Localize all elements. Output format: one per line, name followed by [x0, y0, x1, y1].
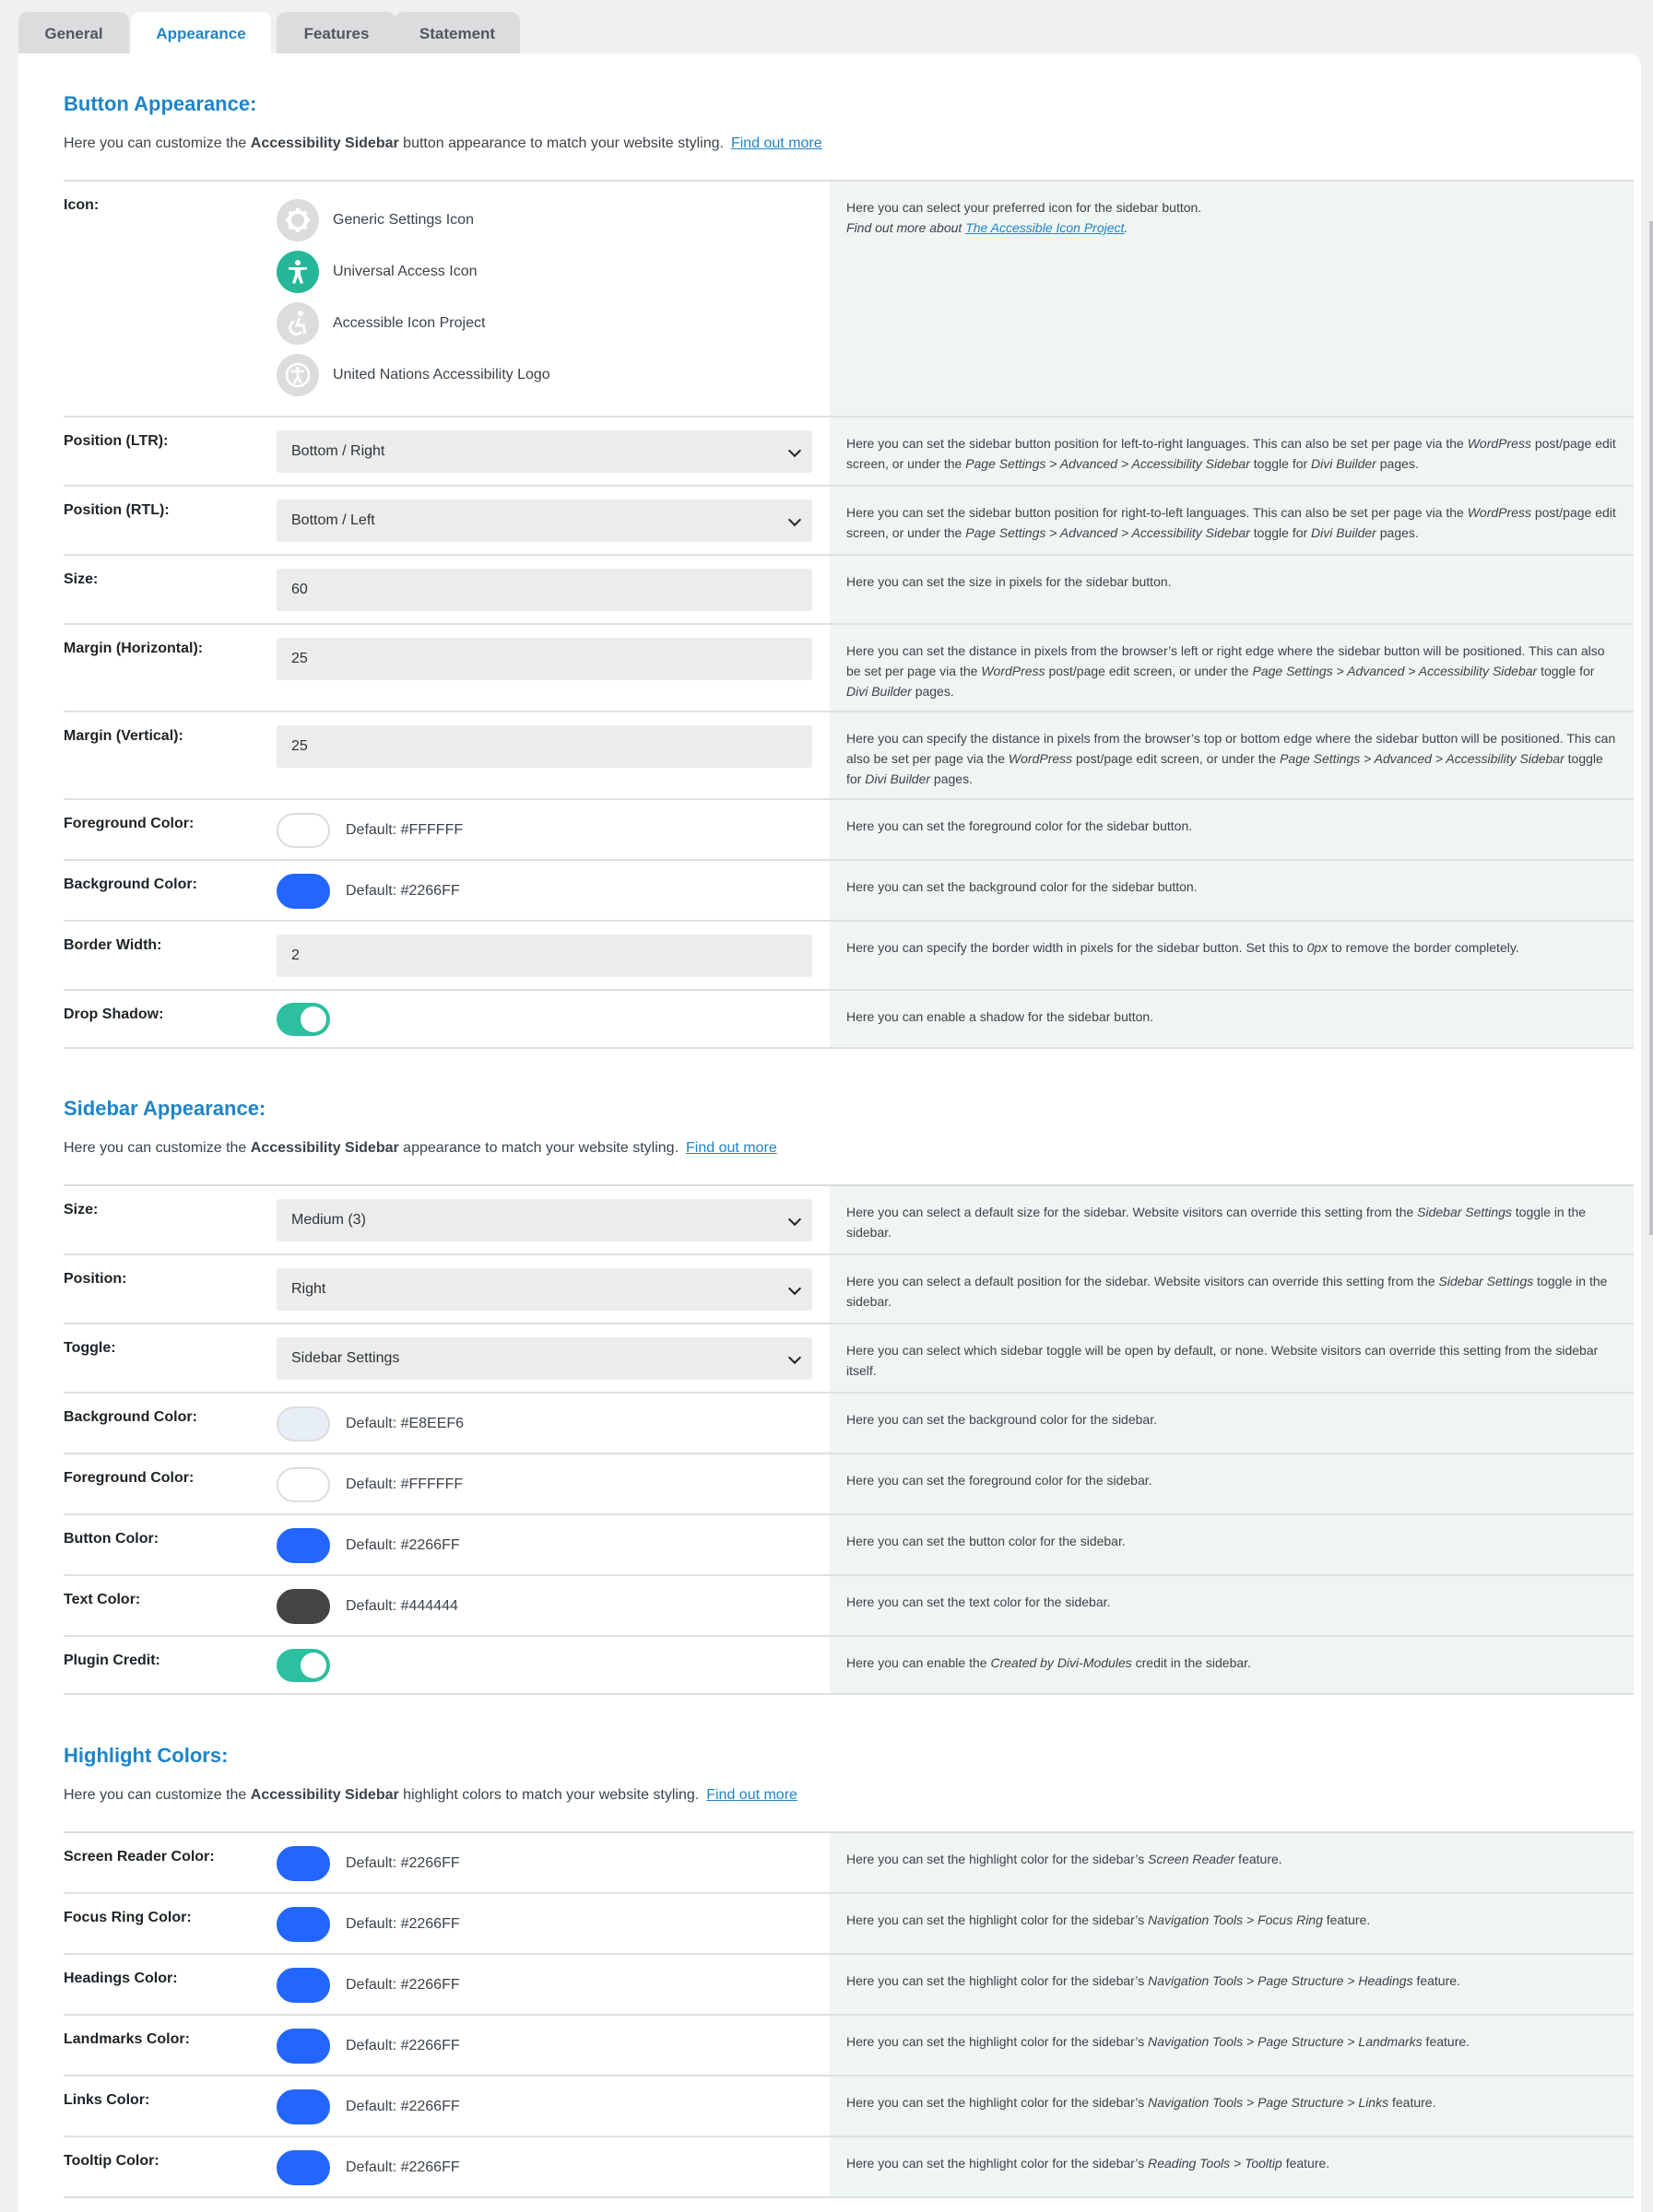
screen-reader-color-row: [64, 1833, 1634, 1894]
sidebar-appearance-title: Sidebar Appearance:: [64, 1097, 266, 1120]
text-color-help: Here you can set the text color for the sidebar.: [830, 1576, 1634, 1635]
sidebar-position-row: [64, 1255, 1634, 1324]
desc-text: Here you can customize the: [64, 1787, 251, 1803]
button-color-swatch[interactable]: [277, 1528, 330, 1563]
landmarks-color-label: Landmarks Color:: [64, 2031, 190, 2047]
default-color-text: Default: #444444: [346, 1598, 458, 1614]
icon-option-settings[interactable]: [277, 194, 550, 246]
chevron-down-icon: [788, 513, 801, 526]
un-accessibility-icon[interactable]: [277, 354, 319, 396]
foreground-color-help: Here you can set the foreground color for the sidebar button.: [830, 800, 1634, 859]
foreground-color-label: Foreground Color:: [64, 1470, 195, 1486]
icon-option-accessible[interactable]: [277, 298, 550, 349]
sidebar-position-select[interactable]: [277, 1268, 812, 1311]
border-width-input[interactable]: 2: [277, 935, 812, 977]
tab-appearance[interactable]: Appearance: [131, 12, 271, 55]
icon-row: [64, 182, 1634, 418]
button-appearance-description: [64, 135, 822, 152]
background-color-label: Background Color:: [64, 1409, 197, 1425]
toggle-knob: [301, 1006, 326, 1032]
margin-vertical-row: [64, 712, 1634, 800]
sidebar-appearance-description: [64, 1140, 777, 1157]
tooltip-color-swatch[interactable]: [277, 2150, 330, 2185]
links-color-label: Links Color:: [64, 2092, 150, 2108]
links-color-help: Here you can set the highlight color for the sidebar’s Navigation Tools > Page Structure > Links feature.: [830, 2077, 1634, 2136]
accessible-icon-project-link[interactable]: The Accessible Icon Project: [965, 220, 1125, 235]
drop-shadow-row: [64, 991, 1634, 1049]
tooltip-color-row: [64, 2137, 1634, 2198]
border-width-label: Border Width:: [64, 937, 162, 953]
sidebar-position-label: Position:: [64, 1271, 127, 1287]
default-color-text: Default: #FFFFFF: [346, 1477, 464, 1492]
tab-statement[interactable]: Statement: [395, 12, 520, 55]
desc-text: appearance to match your website styling.: [398, 1140, 679, 1156]
accessible-icon[interactable]: [277, 302, 319, 345]
margin-horizontal-input[interactable]: 25: [277, 638, 812, 680]
headings-color-help: Here you can set the highlight color for the sidebar’s Navigation Tools > Page Structure > Headings feature.: [830, 1955, 1634, 2014]
toggle-knob: [301, 1653, 326, 1678]
icon-option-un-logo[interactable]: [277, 349, 550, 401]
drop-shadow-toggle[interactable]: [277, 1003, 330, 1036]
sidebar-toggle-select[interactable]: [277, 1337, 812, 1380]
sidebar-background-color-row: [64, 1394, 1634, 1454]
plugin-credit-row: [64, 1637, 1634, 1695]
text-color-label: Text Color:: [64, 1592, 141, 1607]
tooltip-color-label: Tooltip Color:: [64, 2153, 159, 2169]
focus-ring-color-label: Focus Ring Color:: [64, 1910, 192, 1925]
size-input[interactable]: 60: [277, 569, 812, 611]
default-color-text: Default: #2266FF: [346, 2159, 460, 2175]
button-foreground-color-row: [64, 800, 1634, 861]
button-background-color-row: [64, 861, 1634, 922]
default-color-text: Default: #2266FF: [346, 1916, 460, 1932]
margin-vertical-label: Margin (Vertical):: [64, 728, 183, 744]
desc-text: highlight colors to match your website styling.: [398, 1787, 700, 1803]
margin-horizontal-help: Here you can set the distance in pixels from the browser’s left or right edge where the sidebar button will be positioned. This can also be set per page via the WordPress post/page edit screen, or under the Page Settings > Advanced > Accessibility Sidebar toggle for Divi Builder pages.: [830, 625, 1634, 711]
screen-reader-color-label: Screen Reader Color:: [64, 1849, 215, 1865]
find-out-more-link[interactable]: Find out more: [730, 135, 822, 151]
sidebar-toggle-help: Here you can select which sidebar toggle will be open by default, or none. Website visitors can override this setting from the sidebar itself.: [830, 1324, 1634, 1392]
focus-ring-color-row: [64, 1894, 1634, 1955]
select-value: Sidebar Settings: [291, 1350, 400, 1366]
button-color-help: Here you can set the button color for the sidebar.: [830, 1515, 1634, 1574]
landmarks-color-help: Here you can set the highlight color for the sidebar’s Navigation Tools > Page Structure > Landmarks feature.: [830, 2016, 1634, 2075]
margin-vertical-input[interactable]: 25: [277, 725, 812, 768]
highlight-settings-table: [64, 1831, 1634, 2198]
chevron-down-icon: [788, 1351, 801, 1364]
settings-panel: [18, 53, 1641, 2212]
border-width-help: Here you can specify the border width in pixels for the sidebar button. Set this to 0px to remove the border completely.: [830, 922, 1634, 989]
highlight-colors-description: [64, 1787, 797, 1804]
position-rtl-row: [64, 487, 1634, 556]
chevron-down-icon: [788, 1282, 801, 1295]
sidebar-toggle-row: [64, 1324, 1634, 1394]
find-out-more-link[interactable]: Find out more: [706, 1787, 797, 1803]
links-color-row: [64, 2077, 1634, 2137]
focus-ring-color-swatch[interactable]: [277, 1907, 330, 1942]
margin-vertical-help: Here you can specify the distance in pixels from the browser’s top or bottom edge where the sidebar button will be positioned. This can also be set per page via the WordPress post/page edit screen, or under the Page Settings > Advanced > Accessibility Sidebar toggle for Divi Builder pages.: [830, 712, 1634, 798]
button-color-label: Button Color:: [64, 1531, 159, 1547]
highlight-colors-title: Highlight Colors:: [64, 1744, 229, 1767]
sidebar-settings-table: [64, 1184, 1634, 1695]
drop-shadow-help: Here you can enable a shadow for the sidebar button.: [830, 991, 1634, 1047]
size-help: Here you can set the size in pixels for the sidebar button.: [830, 556, 1634, 623]
button-settings-table: [64, 180, 1634, 1049]
plugin-credit-label: Plugin Credit:: [64, 1653, 160, 1668]
margin-horizontal-row: [64, 625, 1634, 712]
tab-general[interactable]: General: [18, 12, 129, 55]
default-color-text: Default: #FFFFFF: [346, 822, 464, 838]
find-out-more-link[interactable]: Find out more: [686, 1140, 777, 1156]
select-value: Right: [291, 1281, 326, 1297]
desc-text: button appearance to match your website styling.: [398, 135, 724, 151]
default-color-text: Default: #2266FF: [346, 1977, 460, 1993]
help-text: Here you can select your preferred icon for the sidebar button.: [846, 200, 1202, 215]
icon-option-label: Generic Settings Icon: [333, 212, 474, 228]
screen-reader-color-help: Here you can set the highlight color for the sidebar’s Screen Reader feature.: [830, 1833, 1634, 1892]
background-color-help: Here you can set the background color for the sidebar button.: [830, 861, 1634, 920]
select-value: Bottom / Right: [291, 443, 385, 459]
position-rtl-label: Position (RTL):: [64, 502, 170, 518]
sidebar-size-row: [64, 1186, 1634, 1255]
focus-ring-color-help: Here you can set the highlight color for the sidebar’s Navigation Tools > Focus Ring feature.: [830, 1894, 1634, 1953]
button-appearance-title: Button Appearance:: [64, 92, 257, 115]
landmarks-color-swatch[interactable]: [277, 2029, 330, 2064]
margin-horizontal-label: Margin (Horizontal):: [64, 641, 204, 656]
size-row: [64, 556, 1634, 625]
default-color-text: Default: #2266FF: [346, 2038, 460, 2053]
default-color-text: Default: #E8EEF6: [346, 1416, 465, 1431]
headings-color-label: Headings Color:: [64, 1971, 178, 1986]
desc-text: Here you can customize the: [64, 135, 251, 151]
icon-label: Icon:: [64, 197, 100, 213]
default-color-text: Default: #2266FF: [346, 883, 460, 899]
headings-color-row: [64, 1955, 1634, 2016]
plugin-credit-toggle[interactable]: [277, 1649, 330, 1682]
chevron-down-icon: [788, 1213, 801, 1226]
tab-features[interactable]: Features: [277, 12, 396, 55]
background-color-help: Here you can set the background color for the sidebar.: [830, 1394, 1634, 1453]
background-color-swatch[interactable]: [277, 874, 330, 909]
sidebar-size-help: Here you can select a default size for the sidebar. Website visitors can override this setting from the Sidebar Settings toggle in the sidebar.: [830, 1186, 1634, 1253]
tooltip-color-help: Here you can set the highlight color for the sidebar’s Reading Tools > Tooltip feature.: [830, 2137, 1634, 2196]
foreground-color-help: Here you can set the foreground color for the sidebar.: [830, 1454, 1634, 1513]
desc-bold: Accessibility Sidebar: [250, 1140, 399, 1156]
plugin-credit-help: Here you can enable the Created by Divi-Modules credit in the sidebar.: [830, 1637, 1634, 1693]
icon-help: Here you can select your preferred icon for the sidebar button. Find out more about The Accessible Icon Project.: [830, 182, 1634, 416]
help-text: Find out more about: [846, 220, 966, 235]
chevron-down-icon: [788, 444, 801, 457]
select-value: Medium (3): [291, 1212, 366, 1228]
position-ltr-select[interactable]: [277, 430, 812, 473]
size-label: Size:: [64, 571, 99, 587]
position-ltr-label: Position (LTR):: [64, 433, 169, 449]
desc-text: Here you can customize the: [64, 1140, 251, 1156]
position-ltr-help: Here you can set the sidebar button position for left-to-right languages. This can also be set per page via the WordPress post/page edit screen, or under the Page Settings > Advanced > Accessibility Sidebar toggle for Divi Builder pages.: [830, 418, 1634, 485]
sidebar-foreground-color-row: [64, 1454, 1634, 1515]
default-color-text: Default: #2266FF: [346, 1537, 460, 1553]
default-color-text: Default: #2266FF: [346, 1855, 460, 1871]
icon-option-label: United Nations Accessibility Logo: [333, 367, 550, 382]
foreground-color-label: Foreground Color:: [64, 816, 195, 831]
position-ltr-row: [64, 418, 1634, 487]
background-color-label: Background Color:: [64, 877, 197, 892]
default-color-text: Default: #2266FF: [346, 2099, 460, 2114]
window-edge: [1649, 221, 1653, 1235]
sidebar-toggle-label: Toggle:: [64, 1340, 116, 1356]
sidebar-size-select[interactable]: [277, 1199, 812, 1241]
sidebar-button-color-row: [64, 1515, 1634, 1576]
background-color-swatch[interactable]: [277, 1406, 330, 1441]
gear-icon[interactable]: [277, 199, 319, 241]
universal-access-icon[interactable]: [277, 251, 319, 293]
sidebar-size-label: Size:: [64, 1202, 99, 1218]
sidebar-position-help: Here you can select a default position for the sidebar. Website visitors can override this setting from the Sidebar Settings toggle in the sidebar.: [830, 1255, 1634, 1323]
text-color-swatch[interactable]: [277, 1589, 330, 1624]
border-width-row: [64, 922, 1634, 991]
screen-reader-color-swatch[interactable]: [277, 1846, 330, 1881]
links-color-swatch[interactable]: [277, 2089, 330, 2124]
desc-bold: Accessibility Sidebar: [250, 1787, 399, 1803]
icon-option-universal-access[interactable]: [277, 246, 550, 298]
select-value: Bottom / Left: [291, 512, 375, 528]
icon-options: [277, 194, 550, 401]
headings-color-swatch[interactable]: [277, 1968, 330, 2003]
landmarks-color-row: [64, 2016, 1634, 2077]
icon-option-label: Accessible Icon Project: [333, 315, 486, 331]
position-rtl-help: Here you can set the sidebar button position for right-to-left languages. This can also be set per page via the WordPress post/page edit screen, or under the Page Settings > Advanced > Accessibility Sidebar toggle for Divi Builder pages.: [830, 487, 1634, 554]
foreground-color-swatch[interactable]: [277, 1467, 330, 1502]
desc-bold: Accessibility Sidebar: [250, 135, 399, 151]
position-rtl-select[interactable]: [277, 500, 812, 542]
icon-option-label: Universal Access Icon: [333, 264, 478, 279]
drop-shadow-label: Drop Shadow:: [64, 1006, 164, 1022]
sidebar-text-color-row: [64, 1576, 1634, 1637]
foreground-color-swatch[interactable]: [277, 813, 330, 848]
